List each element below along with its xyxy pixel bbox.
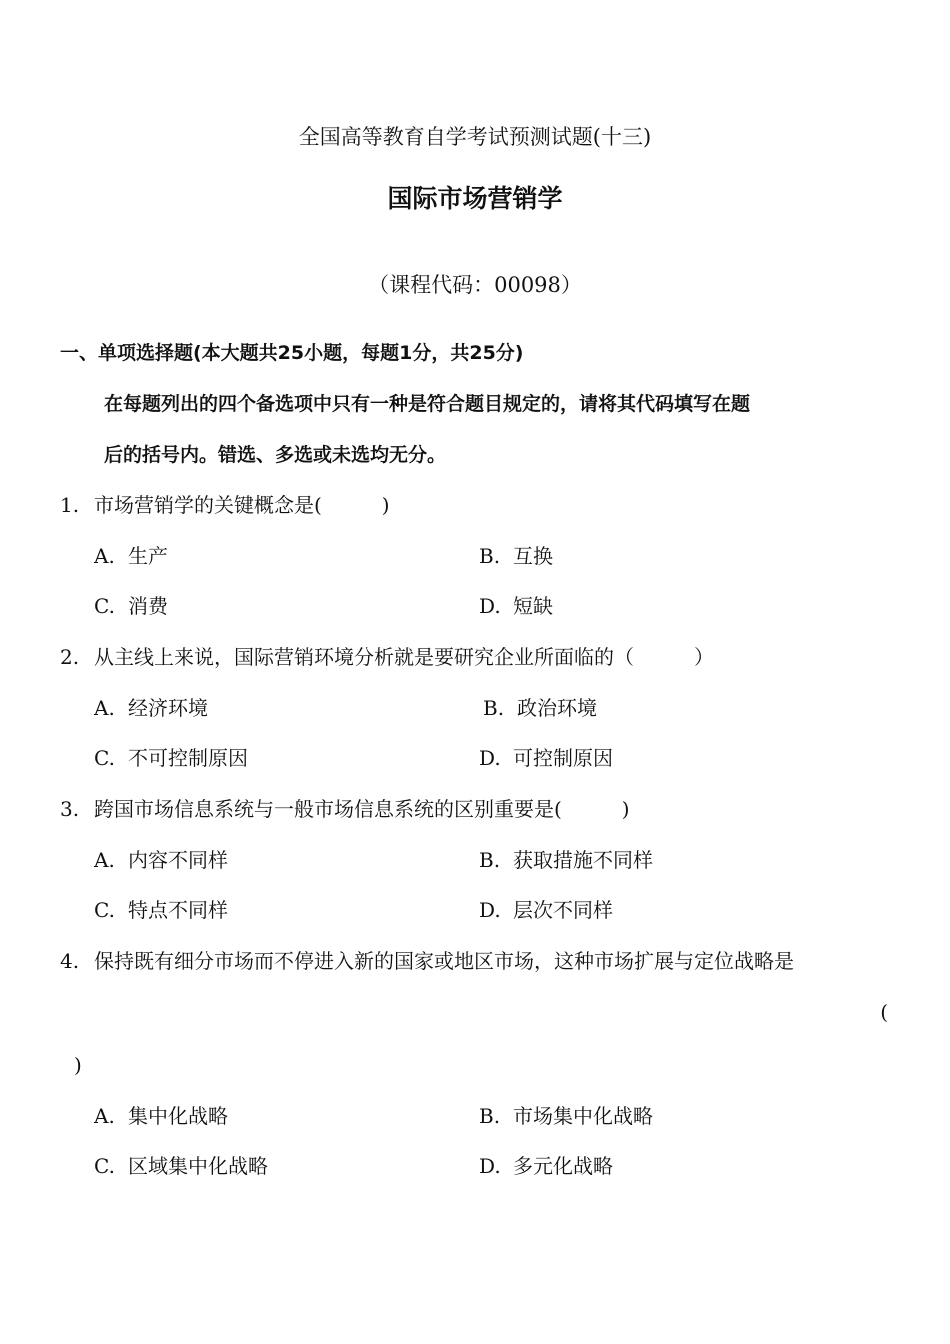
option-text: 获取措施不同样	[513, 848, 653, 872]
option-letter: C.	[94, 594, 115, 618]
option-text: 可控制原因	[513, 746, 613, 770]
instruction-line-1: 在每题列出的四个备选项中只有一种是符合题目规定的，请将其代码填写在题	[104, 393, 751, 415]
option-text: 生产	[128, 544, 168, 568]
question-4-paren-close: )	[74, 1053, 82, 1077]
option-text: 集中化战略	[128, 1104, 228, 1128]
option-letter: C.	[94, 746, 115, 770]
option-text: 特点不同样	[128, 898, 228, 922]
option-text: 不可控制原因	[128, 746, 248, 770]
option-text: 政治环境	[517, 696, 597, 720]
question-2-stem	[60, 644, 714, 670]
exam-title: 全国高等教育自学考试预测试题(十三)	[298, 125, 652, 149]
option-letter: B.	[479, 848, 501, 872]
question-2-option-a	[94, 695, 208, 721]
question-4-stem	[60, 948, 794, 974]
question-1-option-d	[479, 593, 553, 619]
section-heading: 一、单项选择题(本大题共25小题，每题1分，共25分)	[60, 342, 524, 364]
question-number: 2.	[60, 645, 80, 669]
course-code: （课程代码：00098）	[368, 273, 582, 297]
option-letter: D.	[479, 594, 501, 618]
question-3-option-b	[479, 847, 653, 873]
option-text: 内容不同样	[128, 848, 228, 872]
question-3-stem	[60, 796, 630, 822]
question-number: 4.	[60, 949, 80, 973]
question-text: 市场营销学的关键概念是( )	[94, 493, 390, 517]
option-text: 市场集中化战略	[513, 1104, 653, 1128]
question-1-option-a	[94, 543, 168, 569]
question-4-option-b	[479, 1103, 653, 1129]
option-letter: A.	[94, 848, 115, 872]
option-text: 短缺	[513, 594, 553, 618]
option-text: 互换	[513, 544, 553, 568]
instruction-line-2: 后的括号内。错选、多选或未选均无分。	[104, 444, 447, 466]
option-letter: B.	[479, 544, 501, 568]
option-text: 区域集中化战略	[128, 1154, 268, 1178]
option-letter: A.	[94, 696, 115, 720]
question-1-option-b	[479, 543, 553, 569]
option-text: 消费	[128, 594, 168, 618]
question-text: 跨国市场信息系统与一般市场信息系统的区别重要是( )	[94, 797, 630, 821]
question-3-option-a	[94, 847, 228, 873]
option-text: 多元化战略	[513, 1154, 613, 1178]
question-text: 保持既有细分市场而不停进入新的国家或地区市场，这种市场扩展与定位战略是	[94, 949, 794, 973]
question-4-option-d	[479, 1153, 613, 1179]
question-4-option-a	[94, 1103, 228, 1129]
option-letter: D.	[479, 1154, 501, 1178]
question-2-option-c	[94, 745, 248, 771]
option-letter: A.	[94, 544, 115, 568]
option-letter: B.	[479, 1104, 501, 1128]
question-4-option-c	[94, 1153, 268, 1179]
question-3-option-d	[479, 897, 613, 923]
question-2-option-d	[479, 745, 613, 771]
question-2-option-b	[483, 695, 597, 721]
option-letter: D.	[479, 898, 501, 922]
option-text: 层次不同样	[513, 898, 613, 922]
option-text: 经济环境	[128, 696, 208, 720]
question-text: 从主线上来说，国际营销环境分析就是要研究企业所面临的（ ）	[94, 645, 714, 669]
subject-title: 国际市场营销学	[387, 184, 563, 213]
option-letter: C.	[94, 1154, 115, 1178]
question-1-option-c	[94, 593, 168, 619]
option-letter: D.	[479, 746, 501, 770]
question-number: 1.	[60, 493, 80, 517]
option-letter: A.	[94, 1104, 115, 1128]
question-4-paren-open: (	[880, 1000, 888, 1024]
question-1-stem	[60, 492, 390, 518]
question-3-option-c	[94, 897, 228, 923]
option-letter: C.	[94, 898, 115, 922]
question-number: 3.	[60, 797, 80, 821]
option-letter: B.	[483, 696, 505, 720]
